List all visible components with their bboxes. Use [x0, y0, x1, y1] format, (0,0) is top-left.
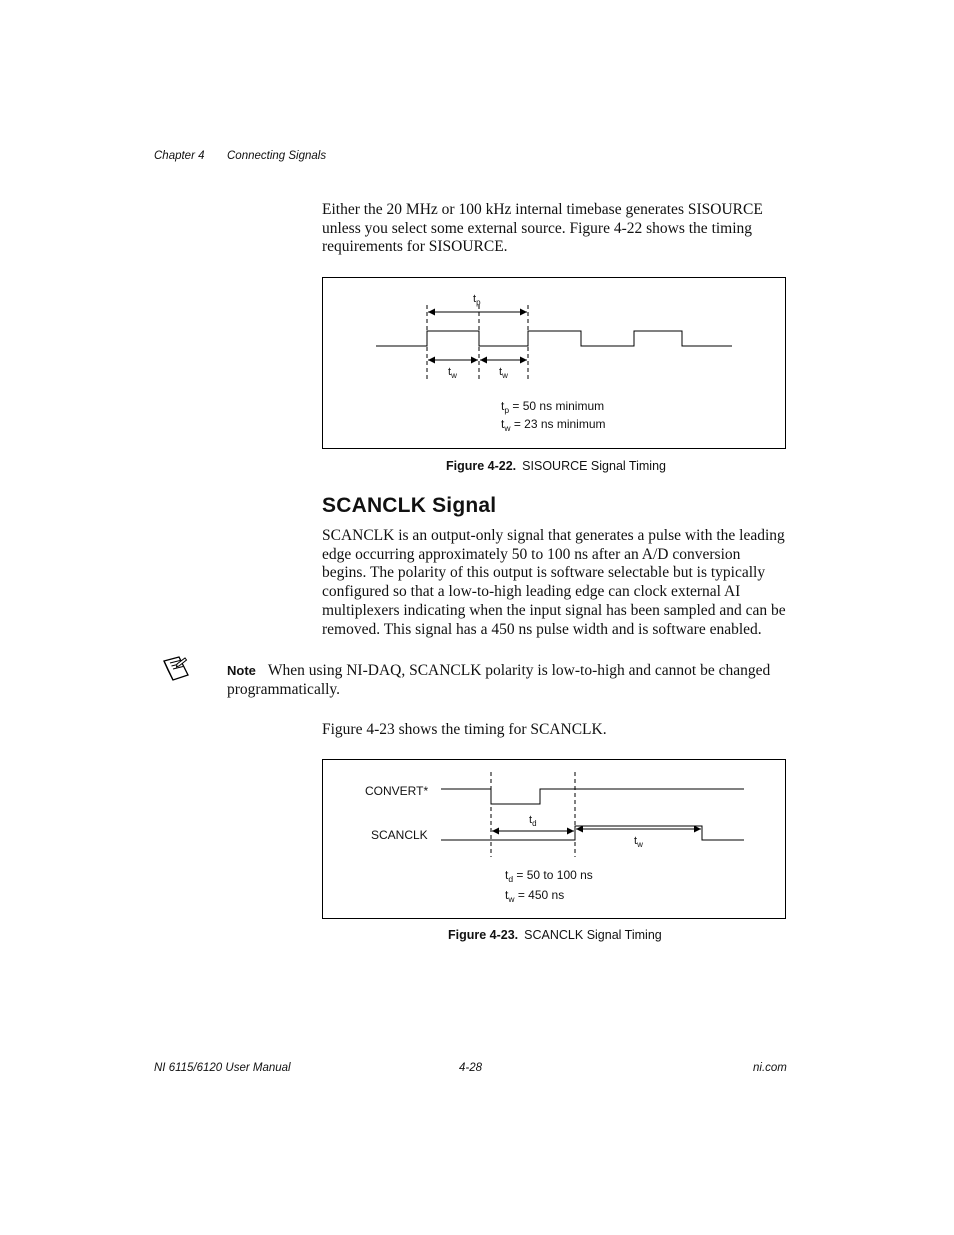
caption-text: SCANCLK Signal Timing: [524, 928, 662, 942]
caption-label: Figure 4-23.: [448, 928, 519, 942]
header-title: Connecting Signals: [227, 150, 327, 162]
figure-4-23-caption: [448, 928, 662, 942]
td-spec: $t_d = 50$ to 100 ns: [505, 868, 593, 884]
footer-page-number: 4-28: [459, 1062, 483, 1074]
scanclk-timing-diagram: [323, 760, 785, 918]
header-chapter: Chapter 4: [154, 150, 205, 162]
figure-scanclk-timing: [322, 759, 786, 919]
footer-site-link[interactable]: ni.com: [753, 1062, 787, 1074]
tp-spec: $t_p = 50$ ns minimum: [501, 399, 605, 415]
caption-label: Figure 4-22.: [446, 459, 517, 473]
note-text: When using NI-DAQ, SCANCLK polarity is low-to-high and cannot be changed programmatically.: [227, 662, 771, 698]
scanclk-paragraph: SCANCLK is an output-only signal that generates a pulse with the leading edge occurring approximately 50 to 100 ns after an A/D conversion begins. The polarity of this output is software selectable but is typically configured so that a low-to-high leading edge can clock external AI multiplexers indicating when the input signal has been sampled and can be removed. This signal has a 450 ns pulse width and is software enabled.: [322, 527, 786, 638]
figure-23-intro: Figure 4-23 shows the timing for SCANCLK.: [322, 721, 607, 738]
section-heading: SCANCLK Signal: [322, 494, 497, 517]
convert-signal-label: CONVERT*: [365, 784, 429, 798]
footer-manual: NI 6115/6120 User Manual: [154, 1062, 291, 1074]
tw-label-2: $t_w$: [499, 366, 508, 380]
scanclk-signal-label: SCANCLK: [371, 828, 428, 842]
tw-spec: $t_w = 23$ ns minimum: [501, 417, 606, 433]
note-block: [227, 662, 787, 699]
sisource-timing-diagram: [323, 278, 785, 448]
note-pad-icon: [161, 655, 191, 683]
td-label: $t_d$: [529, 814, 537, 828]
sisource-waveform: [376, 331, 732, 346]
tp-label: $t_p$: [473, 293, 481, 307]
caption-text: SISOURCE Signal Timing: [522, 459, 666, 473]
figure-4-22-caption: [446, 459, 666, 473]
tw-label-1: $t_w$: [448, 366, 457, 380]
tw-label: $t_w$: [634, 835, 643, 849]
convert-waveform: [441, 789, 744, 804]
note-label: Note: [227, 663, 256, 678]
intro-paragraph: Either the 20 MHz or 100 kHz internal timebase generates SISOURCE unless you select some external source. Figure 4-22 shows the timing requirements for SISOURCE.: [322, 201, 763, 256]
scanclk-waveform: [441, 826, 744, 840]
figure-sisource-timing: [322, 277, 786, 449]
tw-spec: $t_w = 450$ ns: [505, 888, 565, 904]
